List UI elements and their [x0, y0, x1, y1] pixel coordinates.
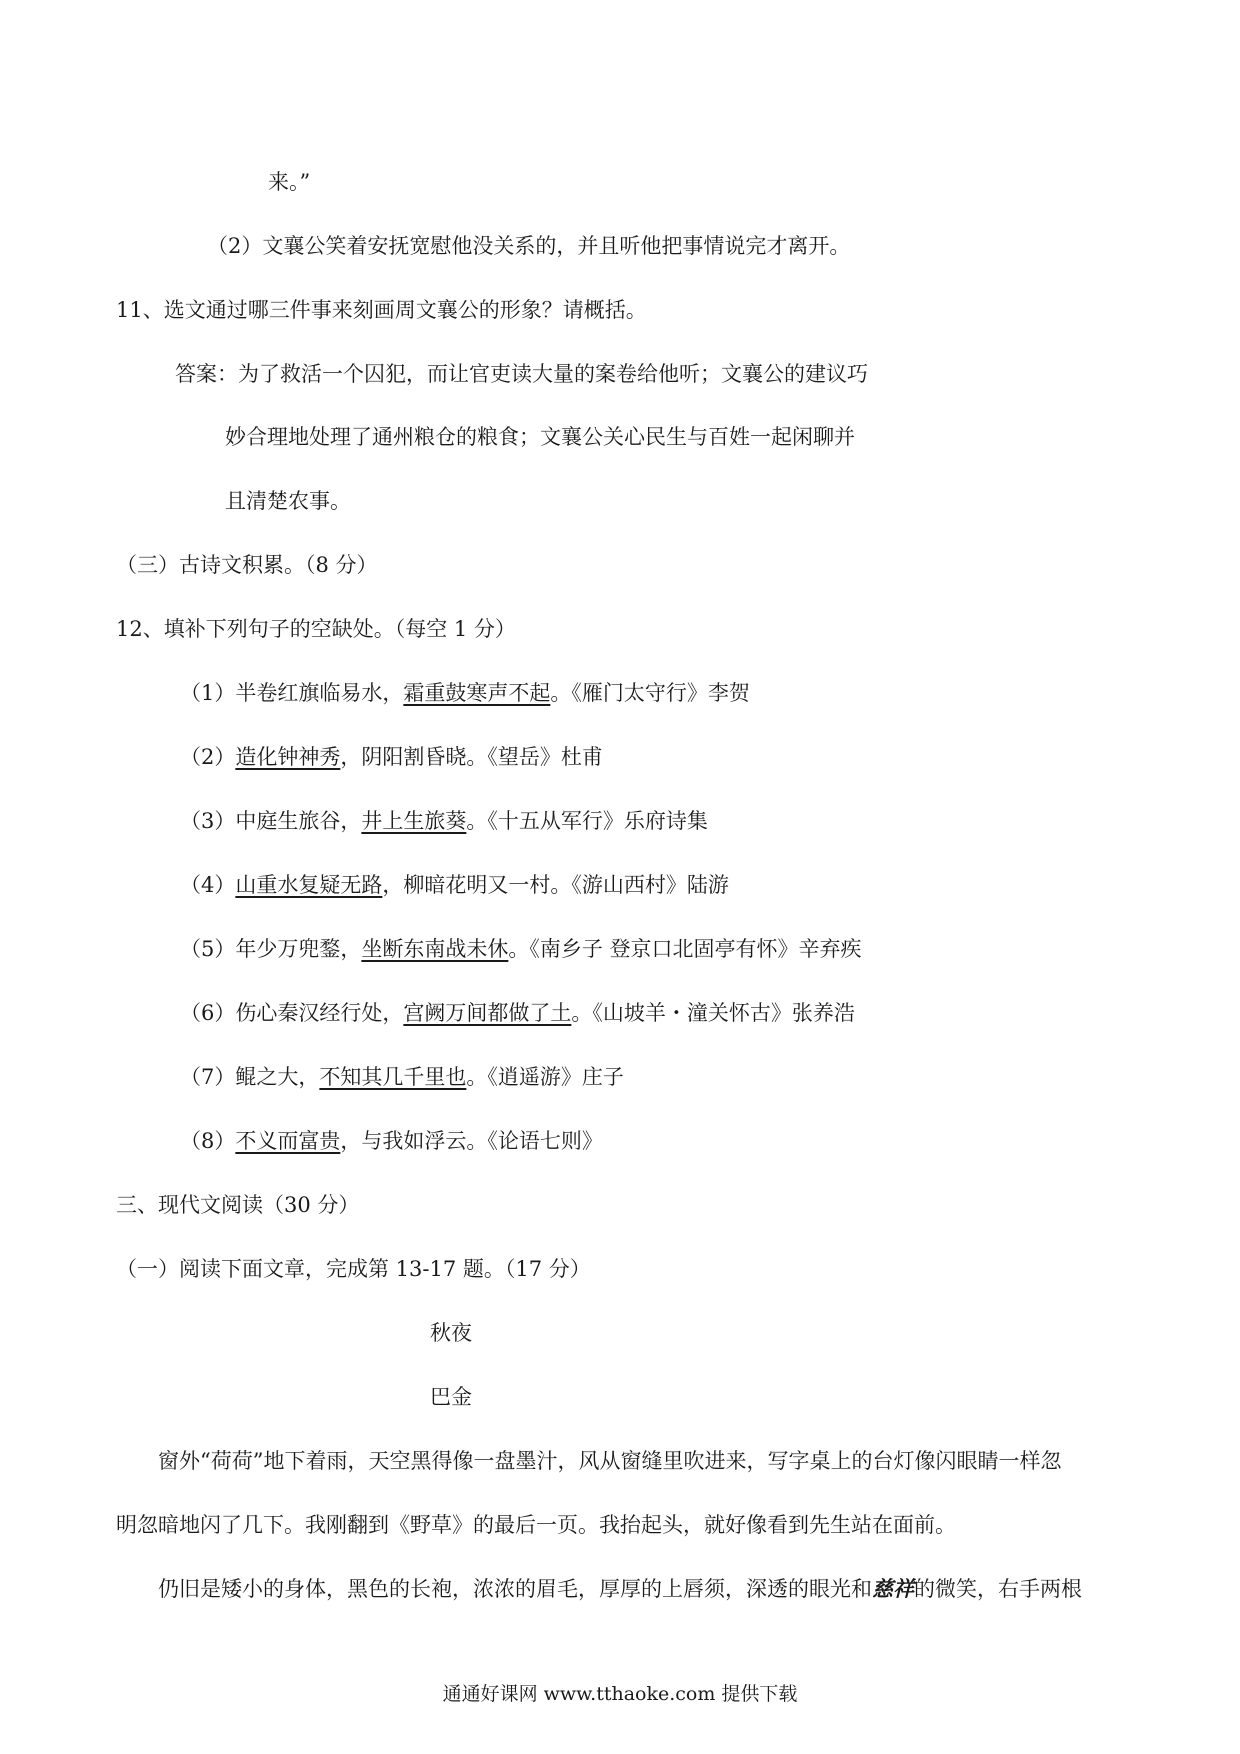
poem-answer: 霜重鼓寒声不起	[403, 681, 551, 705]
poem-answer: 井上生旅葵	[361, 809, 467, 833]
answer-11-line-1: 答案：为了救活一个囚犯，而让官吏读大量的案卷给他听；文襄公的建议巧	[175, 362, 868, 386]
poem-item: （5）年少万兜鍪，坐断东南战未休。《南乡子 登京口北固亭有怀》辛弃疾	[180, 937, 862, 961]
article-paragraph-1-line-1: 窗外“荷荷”地下着雨，天空黑得像一盘墨汁，风从窗缝里吹进来，写字桌上的台灯像闪眼睛一样忽	[158, 1449, 1062, 1473]
section-heading-poetry: （三）古诗文积累。（8 分）	[116, 553, 378, 577]
poem-answer: 不知其几千里也	[319, 1065, 467, 1089]
article-title: 秋夜	[430, 1321, 472, 1345]
answer-11-line-2: 妙合理地处理了通州粮仓的粮食；文襄公关心民生与百姓一起闲聊并	[225, 425, 855, 449]
article-author: 巴金	[430, 1385, 472, 1409]
poem-item: （7）鲲之大，不知其几千里也。《逍遥游》庄子	[180, 1065, 624, 1089]
poem-answer: 造化钟神秀	[235, 745, 341, 769]
question-11: 11、选文通过哪三件事来刻画周文襄公的形象？请概括。	[116, 298, 647, 322]
reading-instructions: （一）阅读下面文章，完成第 13-17 题。（17 分）	[116, 1257, 591, 1281]
poem-answer: 坐断东南战未休	[361, 937, 509, 961]
poem-answer: 山重水复疑无路	[235, 873, 383, 897]
article-paragraph-1-line-2: 明忽暗地闪了几下。我刚翻到《野草》的最后一页。我抬起头，就好像看到先生站在面前。	[116, 1513, 956, 1537]
question-12: 12、填补下列句子的空缺处。（每空 1 分）	[116, 617, 516, 641]
emphasized-word: 慈祥	[872, 1576, 914, 1601]
answer-line-continuation: 来。”	[268, 170, 311, 194]
poem-item: （3）中庭生旅谷，井上生旅葵。《十五从军行》乐府诗集	[180, 809, 708, 833]
poem-item: （4）山重水复疑无路，柳暗花明又一村。《游山西村》陆游	[180, 873, 729, 897]
poem-item: （2）造化钟神秀，阴阳割昏晓。《望岳》杜甫	[180, 745, 603, 769]
poem-answer: 不义而富贵	[235, 1129, 341, 1153]
page-footer: 通通好课网 www.tthaoke.com 提供下载	[442, 1683, 798, 1705]
poem-item: （8）不义而富贵，与我如浮云。《论语七则》	[180, 1129, 603, 1153]
poem-answer: 宫阙万间都做了土	[403, 1001, 572, 1025]
section-heading-modern-reading: 三、现代文阅读（30 分）	[116, 1193, 360, 1217]
answer-11-line-3: 且清楚农事。	[225, 489, 351, 513]
poem-item: （6）伤心秦汉经行处，宫阙万间都做了土。《山坡羊・潼关怀古》张养浩	[180, 1001, 855, 1025]
article-paragraph-2-line-1: 仍旧是矮小的身体，黑色的长袍，浓浓的眉毛，厚厚的上唇须，深透的眼光和慈祥的微笑，右手两根	[158, 1576, 1082, 1601]
poem-item: （1）半卷红旗临易水，霜重鼓寒声不起。《雁门太守行》李贺	[180, 681, 750, 705]
answer-line-2: （2）文襄公笑着安抚宽慰他没关系的，并且听他把事情说完才离开。	[207, 234, 851, 258]
